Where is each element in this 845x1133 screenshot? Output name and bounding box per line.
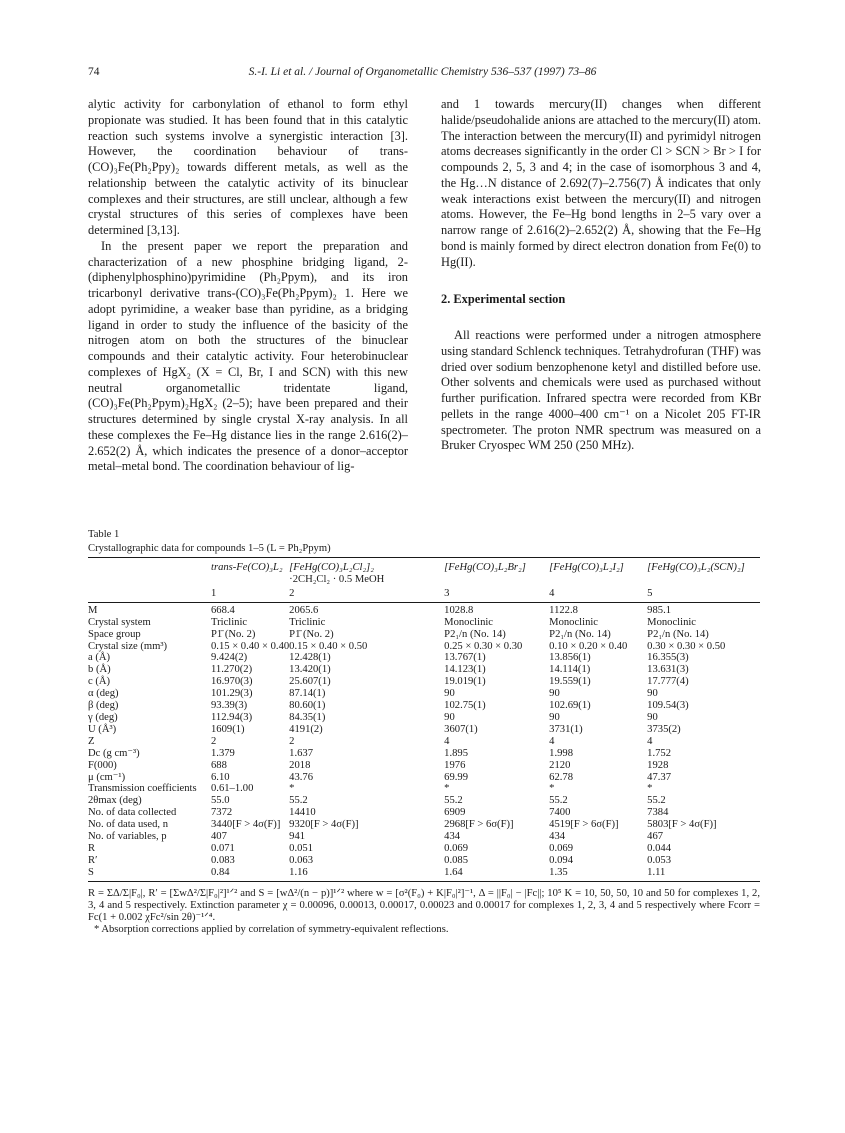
table-cell: 0.069: [549, 842, 574, 854]
table-row: [88, 688, 760, 700]
table-cell: 19.559(1): [549, 676, 591, 688]
table-caption: Crystallographic data for compounds 1–5 (L = Ph₂Ppym): [88, 543, 331, 554]
table-cell: 13.631(3): [647, 664, 689, 676]
table-cell: Triclinic: [211, 616, 248, 628]
row-label: β (deg): [88, 700, 119, 712]
right-column: [441, 97, 761, 454]
table-cell: 101.29(3): [211, 688, 253, 700]
table-cell: 102.75(1): [444, 700, 486, 712]
row-label: a (Å): [88, 652, 111, 664]
page-header: [0, 66, 845, 82]
table-cell: 0.10 × 0.20 × 0.40: [549, 640, 628, 652]
table-cell: 0.085: [444, 854, 469, 866]
table-cell: 0.25 × 0.30 × 0.30: [444, 640, 523, 652]
table-cell: 7372: [211, 807, 233, 819]
column-header: [FeHg(CO)₃L₂Cl₂]₂: [289, 558, 444, 574]
table-cell: 2: [289, 735, 295, 747]
table-cell: P2₁/n (No. 14): [549, 628, 611, 640]
table-cell: 1.752: [647, 747, 672, 759]
table-cell: 0.094: [549, 854, 574, 866]
compound-number-row: [88, 586, 760, 602]
table-cell: 102.69(1): [549, 700, 591, 712]
table-cell: 1.16: [289, 866, 308, 878]
table-cell: 47.37: [647, 771, 672, 783]
row-label: R′: [88, 854, 98, 866]
row-label: 2θmax (deg): [88, 795, 142, 807]
left-paragraph-1: alytic activity for carbonylation of ethanol to form ethyl propionate was studied. It has been found that in this catalytic reaction such systems involve a synergistic interaction [3]. However, the coordination behaviour of trans-(CO)₃Fe(Ph₂Ppy)₂ towards different metals, as well as the relationship between the catalytic activity of its binuclear complexes and their structures, are still unclear, although a few crystal structures of this series of complexes have been determined [3,13].: [88, 97, 408, 237]
table-cell: 43.76: [289, 771, 314, 783]
row-label: S: [88, 866, 94, 878]
table-cell: 0.063: [289, 854, 314, 866]
table-cell: 4191(2): [289, 723, 323, 735]
row-label: μ (cm⁻¹): [88, 771, 126, 783]
table-cell: 14.114(1): [549, 664, 591, 676]
table-row: [88, 748, 760, 760]
table-cell: 9320[F > 4σ(F)]: [289, 819, 359, 831]
row-label: No. of data collected: [88, 807, 177, 819]
table-cell: 1.637: [289, 747, 314, 759]
table-cell: P2₁/n (No. 14): [647, 628, 709, 640]
table-cell: 69.99: [444, 771, 469, 783]
row-label: M: [88, 604, 98, 616]
table-cell: 90: [647, 711, 658, 723]
page-number: 74: [88, 66, 100, 78]
table-note: R = ΣΔ/Σ|F₀|, R′ = [ΣwΔ²/Σ|F₀|²]¹ᐟ² and S = [wΔ²/(n − p)]¹ᐟ² where w = [σ²(F₀) + K|F₀|²]⁻¹, Δ = ||F₀| − |Fc||; 10⁵ K = 10, 50, 50, 10 and 50 for complexes 1, 2, 3, 4 and 5 respectively. Extinction parameter χ = 0.00096, 0.00013, 0.00017, 0.00023 and 0.00017 for complexes 1, 2, 3, 4 and 5 respectively where Fcorr = Fc(1 + 0.002 χFc²/sin 2θ)⁻¹ᐟ⁴.: [88, 887, 760, 923]
table-cell: 19.019(1): [444, 676, 486, 688]
row-label: Dc (g cm⁻³): [88, 747, 140, 759]
table-cell: *: [647, 783, 653, 795]
table-cell: 84.35(1): [289, 711, 326, 723]
table-cell: 90: [549, 711, 560, 723]
table-cell: 13.856(1): [549, 652, 591, 664]
table-cell: 434: [549, 831, 566, 843]
table-cell: P1̄ (No. 2): [289, 628, 334, 640]
table-cell: 17.777(4): [647, 676, 689, 688]
table-cell: 434: [444, 831, 461, 843]
table-cell: 12.428(1): [289, 652, 331, 664]
table-row: [88, 664, 760, 676]
column-header: [FeHg(CO)₃L₂(SCN)₂]: [647, 558, 760, 574]
table-row: [88, 783, 760, 795]
column-header: trans-Fe(CO)₃L₂: [211, 558, 289, 574]
row-label: F(000): [88, 759, 117, 771]
table-cell: 55.2: [549, 795, 568, 807]
table-cell: 4: [549, 735, 555, 747]
compound-number: 1: [211, 587, 217, 599]
table-cell: 467: [647, 831, 664, 843]
row-label: Crystal system: [88, 616, 151, 628]
table-row: [88, 676, 760, 688]
table-cell: 4: [444, 735, 450, 747]
table-cell: 0.083: [211, 854, 235, 866]
table-cell: 688: [211, 759, 227, 771]
table-cell: 3735(2): [647, 723, 681, 735]
table-cell: 25.607(1): [289, 676, 331, 688]
table-cell: 90: [647, 688, 658, 700]
table-cell: Monoclinic: [444, 616, 494, 628]
table-cell: 2018: [289, 759, 311, 771]
table-cell: 55.2: [289, 795, 308, 807]
table-cell: 3731(1): [549, 723, 583, 735]
column-header: [FeHg(CO)₃L₂I₂]: [549, 558, 647, 574]
row-label: α (deg): [88, 688, 119, 700]
table-cell: 407: [211, 831, 227, 843]
table-cell: 1928: [647, 759, 669, 771]
table-cell: 0.30 × 0.30 × 0.50: [647, 640, 726, 652]
row-label: Crystal size (mm³): [88, 640, 168, 652]
table-body: [88, 602, 760, 881]
row-label: No. of data used, n: [88, 819, 169, 831]
right-paragraph-2: All reactions were performed under a nitrogen atmosphere using standard Schlenck techniques. Tetrahydrofuran (THF) was dried over sodium benzophenone ketyl and distilled before use. Other solvents and chemicals were used as purchased without further purification. Infrared spectra were recorded from KBr pellets in the range 4000–400 cm⁻¹ on a Nicolet 205 FT-IR spectrometer. The proton NMR spectrum was measured on a Bruker Cryospec WM 250 (250 MHz).: [441, 328, 761, 453]
table-header-row: [88, 558, 760, 574]
table-cell: 1.998: [549, 747, 574, 759]
table-cell: 7384: [647, 807, 669, 819]
table-cell: 0.044: [647, 842, 672, 854]
table-cell: 1122.8: [549, 604, 578, 616]
table-cell: 93.39(3): [211, 700, 248, 712]
compound-number: 2: [289, 587, 295, 599]
table-cell: 1.35: [549, 866, 568, 878]
table-row: [88, 807, 760, 819]
table-row: [88, 712, 760, 724]
table-cell: 1028.8: [444, 604, 474, 616]
right-paragraph-1: and 1 towards mercury(II) changes when different halide/pseudohalide anions are attached to the mercury(II) atom. The interaction between the mercury(II) and pyrimidyl nitrogen atoms decreases significantly in the order Cl > SCN > Br > I for compounds 2, 5, 3 and 4; in the case of isomorphous 3 and 4, the Hg…N distance of 2.692(7)–2.756(7) Å indicates that only weak interactions exist between the mercury(II) and nitrogen atoms. However, the Fe–Hg bond lengths in 2–5 vary over a narrow range of 2.616(2)–2.652(2) Å, showing that the Fe–Hg bond is mainly formed by direct electron donation from Fe(0) to Hg(II).: [441, 97, 761, 269]
table-cell: 1.11: [647, 866, 666, 878]
table-cell: 13.767(1): [444, 652, 486, 664]
column-header-extra: ·2CH₂Cl₂ · 0.5 MeOH: [289, 573, 385, 585]
table-row: [88, 855, 760, 867]
table-header-row-extra: [88, 574, 760, 586]
table-row: [88, 760, 760, 772]
table-cell: 90: [444, 711, 455, 723]
table-row: [88, 867, 760, 881]
table-cell: 62.78: [549, 771, 574, 783]
table-label: Table 1: [88, 529, 120, 540]
row-label: Z: [88, 735, 95, 747]
table-cell: 668.4: [211, 604, 235, 616]
table-cell: 11.270(2): [211, 664, 253, 676]
table-cell: 6909: [444, 807, 466, 819]
left-column: [88, 97, 408, 475]
column-header: [FeHg(CO)₃L₂Br₂]: [444, 558, 549, 574]
table-row: [88, 617, 760, 629]
table-cell: *: [549, 783, 555, 795]
table-row: [88, 795, 760, 807]
table-cell: 6.10: [211, 771, 230, 783]
row-label: R: [88, 842, 96, 854]
table-cell: 3607(1): [444, 723, 478, 735]
running-title: S.-I. Li et al. / Journal of Organometallic Chemistry 536–537 (1997) 73–86: [248, 66, 597, 78]
section-title: 2. Experimental section: [441, 292, 566, 307]
compound-number: 4: [549, 587, 555, 599]
row-label: b (Å): [88, 664, 111, 676]
table-cell: 7400: [549, 807, 571, 819]
table-row: [88, 724, 760, 736]
table-cell: P2₁/n (No. 14): [444, 628, 506, 640]
table-row: [88, 602, 760, 616]
table-cell: 0.15 × 0.40 × 0.40: [211, 640, 290, 652]
table-cell: 112.94(3): [211, 711, 253, 723]
table-row: [88, 652, 760, 664]
table-cell: 4519[F > 6σ(F)]: [549, 819, 619, 831]
table-cell: 80.60(1): [289, 700, 326, 712]
table-cell: 2: [211, 735, 217, 747]
table-cell: 87.14(1): [289, 688, 326, 700]
row-label: No. of variables, p: [88, 831, 167, 843]
compound-number: 5: [647, 587, 653, 599]
table-cell: 4: [647, 735, 653, 747]
table-cell: 14410: [289, 807, 316, 819]
compound-number: 3: [444, 587, 450, 599]
row-label: Space group: [88, 628, 141, 640]
table-cell: Monoclinic: [647, 616, 697, 628]
table-cell: P1̄ (No. 2): [211, 628, 256, 640]
table-row: [88, 629, 760, 641]
table-cell: 2968[F > 6σ(F)]: [444, 819, 514, 831]
table-cell: 3440[F > 4σ(F)]: [211, 819, 281, 831]
table-cell: 1609(1): [211, 723, 245, 735]
table-cell: 5803[F > 4σ(F)]: [647, 819, 717, 831]
row-label: U (Å³): [88, 723, 117, 735]
left-paragraph-2: In the present paper we report the preparation and characterization of a new phosphine bridging ligand, 2-(diphenylphosphino)pyrimidine (Ph₂Ppym), and its iron tricarbonyl derivative trans-(CO)₃Fe(Ph₂Ppym)₂ 1. Here we adopt pyrimidine, a weaker base than pyridine, as a bridging ligand in order to study the influence of the basicity of the nitrogen atom on both the structures of the binuclear compounds and their catalytic activity. Four heterobinuclear complexes of HgX₂ (X = Cl, Br, I and SCN) with this new neutral organometallic tridentate ligand, (CO)₃Fe(Ph₂Ppym)₂HgX₂ (2–5); have been prepared and their structures determined by single crystal X-ray analysis. In all these complexes the Fe–Hg distance lies in the range 2.616(2)–2.652(2) Å, which indicates the presence of a donor–acceptor metal–metal bond. The coordination behaviour of lig-: [88, 238, 408, 474]
table-cell: 1.64: [444, 866, 463, 878]
table-cell: 0.84: [211, 866, 230, 878]
row-label: Transmission coefficients: [88, 783, 197, 795]
table-cell: 14.123(1): [444, 664, 486, 676]
table-cell: 941: [289, 831, 306, 843]
table-cell: 0.15 × 0.40 × 0.50: [289, 640, 368, 652]
table-cell: *: [289, 783, 295, 795]
table-row: [88, 831, 760, 843]
table-cell: 55.2: [444, 795, 463, 807]
table-footnote: * Absorption corrections applied by correlation of symmetry-equivalent reflections.: [94, 923, 449, 935]
table-cell: 16.970(3): [211, 676, 253, 688]
table-cell: 0.61–1.00: [211, 783, 254, 795]
table-cell: 0.053: [647, 854, 672, 866]
table-cell: 109.54(3): [647, 700, 689, 712]
table-cell: 55.2: [647, 795, 666, 807]
table-cell: 1.895: [444, 747, 469, 759]
table-cell: 0.071: [211, 842, 235, 854]
table-notes: [88, 888, 760, 936]
table-cell: 16.355(3): [647, 652, 689, 664]
table-cell: 2120: [549, 759, 571, 771]
table-cell: 9.424(2): [211, 652, 248, 664]
row-label: γ (deg): [88, 711, 118, 723]
table-cell: 0.069: [444, 842, 469, 854]
table-cell: Triclinic: [289, 616, 326, 628]
table-cell: 90: [549, 688, 560, 700]
table-cell: Monoclinic: [549, 616, 599, 628]
table-row: [88, 736, 760, 748]
table-cell: 1976: [444, 759, 466, 771]
data-table: [88, 557, 760, 882]
table-cell: 0.051: [289, 842, 314, 854]
table-cell: *: [444, 783, 450, 795]
table-row: [88, 772, 760, 784]
table-cell: 2065.6: [289, 604, 319, 616]
table-cell: 1.379: [211, 747, 235, 759]
table-row: [88, 819, 760, 831]
table-row: [88, 843, 760, 855]
crystallographic-table: [88, 528, 760, 936]
row-label: c (Å): [88, 676, 111, 688]
table-cell: 985.1: [647, 604, 672, 616]
table-cell: 90: [444, 688, 455, 700]
table-cell: 55.0: [211, 795, 230, 807]
table-cell: 13.420(1): [289, 664, 331, 676]
table-row: [88, 641, 760, 653]
table-row: [88, 700, 760, 712]
